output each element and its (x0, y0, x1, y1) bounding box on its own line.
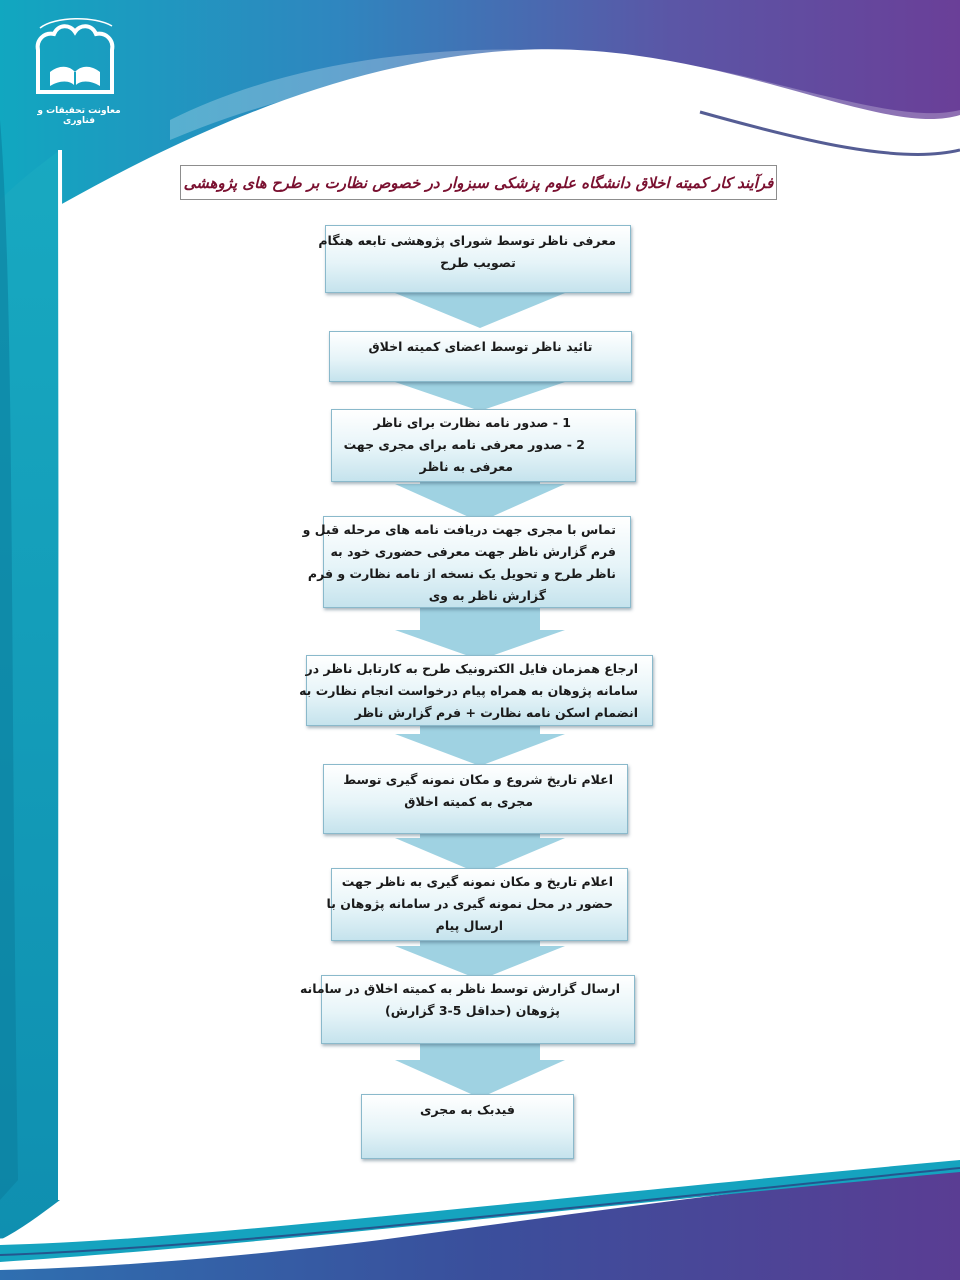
down-arrow-icon (395, 604, 565, 660)
step-line: ارجاع همزمان فایل الکترونیک طرح به کارتابل ناظر در (305, 661, 638, 676)
step-line: مجری به کمیته اخلاق (404, 794, 533, 809)
step-line: اعلام تاریخ و مکان نمونه گیری به ناظر جهت (341, 874, 613, 889)
step-line: تماس با مجری جهت دریافت نامه های مرحله قبل و (302, 522, 616, 537)
flow-step-3 (331, 409, 636, 482)
step-line: تصویب طرح (440, 255, 516, 270)
step-line: پژوهان (حداقل 5-3 گزارش) (385, 1003, 560, 1018)
flow-step-9 (361, 1094, 574, 1159)
step-line: فرم گزارش ناظر جهت معرفی حضوری خود به (330, 544, 616, 559)
flow-step-7 (326, 868, 628, 941)
page-title-box (180, 165, 777, 200)
step-line: سامانه پژوهان به همراه پیام درخواست انجام نظارت به (299, 683, 638, 698)
down-arrow-icon (395, 1040, 565, 1098)
flow-step-6 (323, 764, 628, 834)
flow-step-4 (302, 516, 631, 608)
flow-step-2 (329, 331, 632, 382)
step-line: اعلام تاریخ شروع و مکان نمونه گیری توسط (343, 772, 613, 787)
step-line: تائید ناظر توسط اعضای کمیته اخلاق (368, 339, 593, 354)
step-line: معرفی ناظر توسط شورای پژوهشی تابعه هنگام (318, 233, 616, 248)
flow-step-8 (299, 975, 635, 1044)
step-line: ناظر طرح و تحویل یک نسخه از نامه نظارت و فرم (307, 566, 616, 581)
university-logo-icon (20, 14, 130, 124)
page-title: فرآیند کار کمیته اخلاق دانشگاه علوم پزشکی سبزوار در خصوص نظارت بر طرح های پژوهشی (183, 173, 774, 192)
step-line: 1 - صدور نامه نظارت برای ناظر (373, 415, 571, 430)
down-arrow-icon (395, 722, 565, 766)
down-arrow-icon (395, 377, 565, 411)
down-arrow-icon (395, 938, 565, 980)
flow-step-5 (299, 655, 653, 726)
step-line: گزارش ناظر به وی (428, 588, 546, 603)
flow-step-1 (318, 225, 631, 293)
step-line: فیدبک به مجری (420, 1102, 515, 1117)
step-line: حضور در محل نمونه گیری در سامانه پژوهان با (326, 896, 613, 911)
step-line: ارسال گزارش توسط ناظر به کمیته اخلاق در سامانه (299, 981, 620, 996)
logo-caption: معاونت تحقیقات و فناوری (37, 106, 121, 126)
down-arrow-icon (395, 288, 565, 328)
step-line: ارسال پیام (435, 918, 503, 933)
step-line: معرفی به ناظر (419, 459, 513, 474)
step-line: انضمام اسکن نامه نظارت + فرم گزارش ناظر (354, 705, 638, 720)
step-line: 2 - صدور معرفی نامه برای مجری جهت (343, 437, 585, 452)
